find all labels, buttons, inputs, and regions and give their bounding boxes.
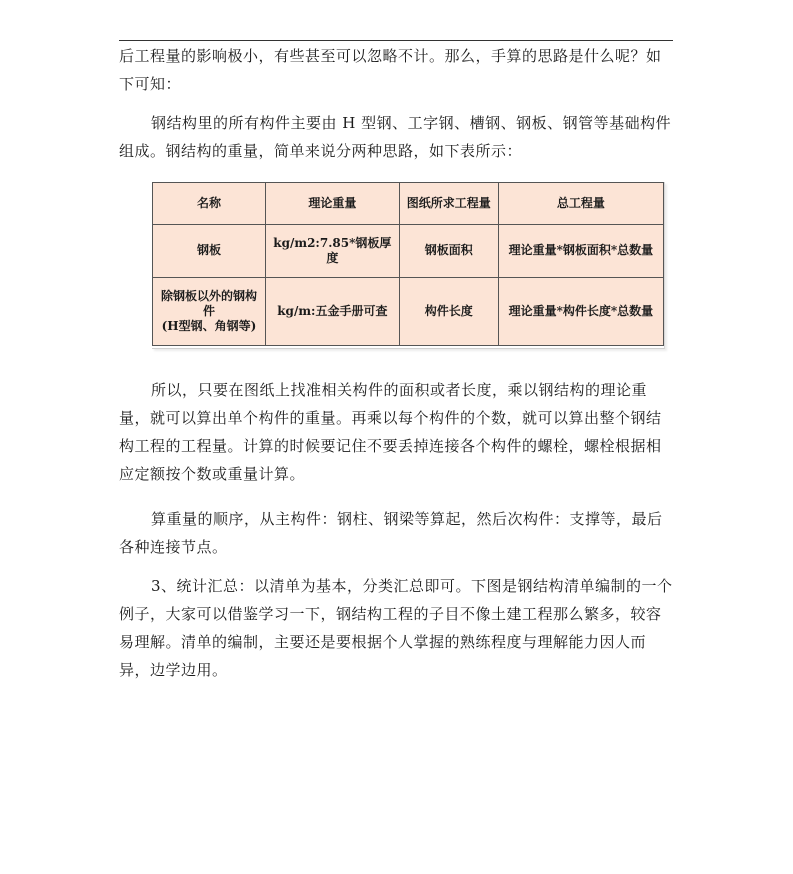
weight-table: [152, 182, 664, 346]
paragraph-components: 钢结构里的所有构件主要由 H 型钢、工字钢、槽钢、钢板、钢管等基础构件组成。钢结构的重量，简单来说分两种思路，如下表所示：: [119, 114, 672, 160]
header-weight: 理论重量: [265, 183, 399, 225]
cell-quantity: 构件长度: [399, 277, 498, 345]
cell-weight: kg/m:五金手册可查: [265, 277, 399, 345]
cell-quantity: 钢板面积: [399, 225, 498, 277]
header-rule: [119, 40, 673, 41]
paragraph-order: 算重量的顺序，从主构件：钢柱、钢梁等算起，然后次构件：支撑等，最后各种连接节点。: [119, 510, 663, 556]
cell-name: 钢板: [153, 225, 266, 277]
cell-total: 理论重量*钢板面积*总数量: [498, 225, 663, 277]
table-row: [153, 225, 664, 277]
cell-total: 理论重量*构件长度*总数量: [498, 277, 663, 345]
header-quantity: 图纸所求工程量: [399, 183, 498, 225]
cell-name-main: 除钢板以外的钢构件: [160, 288, 257, 318]
header-name: 名称: [153, 183, 266, 225]
cell-name-sub: (H型钢、角钢等): [161, 318, 257, 333]
cell-name: [153, 277, 266, 345]
weight-method-table: [152, 182, 665, 349]
paragraph-calculation: 所以，只要在图纸上找准相关构件的面积或者长度，乘以钢结构的理论重量，就可以算出单个构件的重量。再乘以每个构件的个数，就可以算出整个钢结构工程的工程量。计算的时候要记住不要丢掉连接各个构件的螺栓，螺栓根据相应定额按个数或重量计算。: [119, 381, 662, 483]
table-header-row: [153, 183, 664, 225]
paragraph-intro: 后工程量的影响极小，有些甚至可以忽略不计。那么，手算的思路是什么呢？如下可知：: [119, 47, 662, 93]
cell-weight: kg/m2:7.85*钢板厚度: [265, 225, 399, 277]
header-total: 总工程量: [498, 183, 663, 225]
table-row: [153, 277, 664, 345]
paragraph-summary: 3、统计汇总：以清单为基本，分类汇总即可。下图是钢结构清单编制的一个例子，大家可以借鉴学习一下，钢结构工程的子目不像土建工程那么繁多，较容易理解。清单的编制，主要还是要根据个人掌握的熟练程度与理解能力因人而异，边学边用。: [119, 577, 673, 679]
